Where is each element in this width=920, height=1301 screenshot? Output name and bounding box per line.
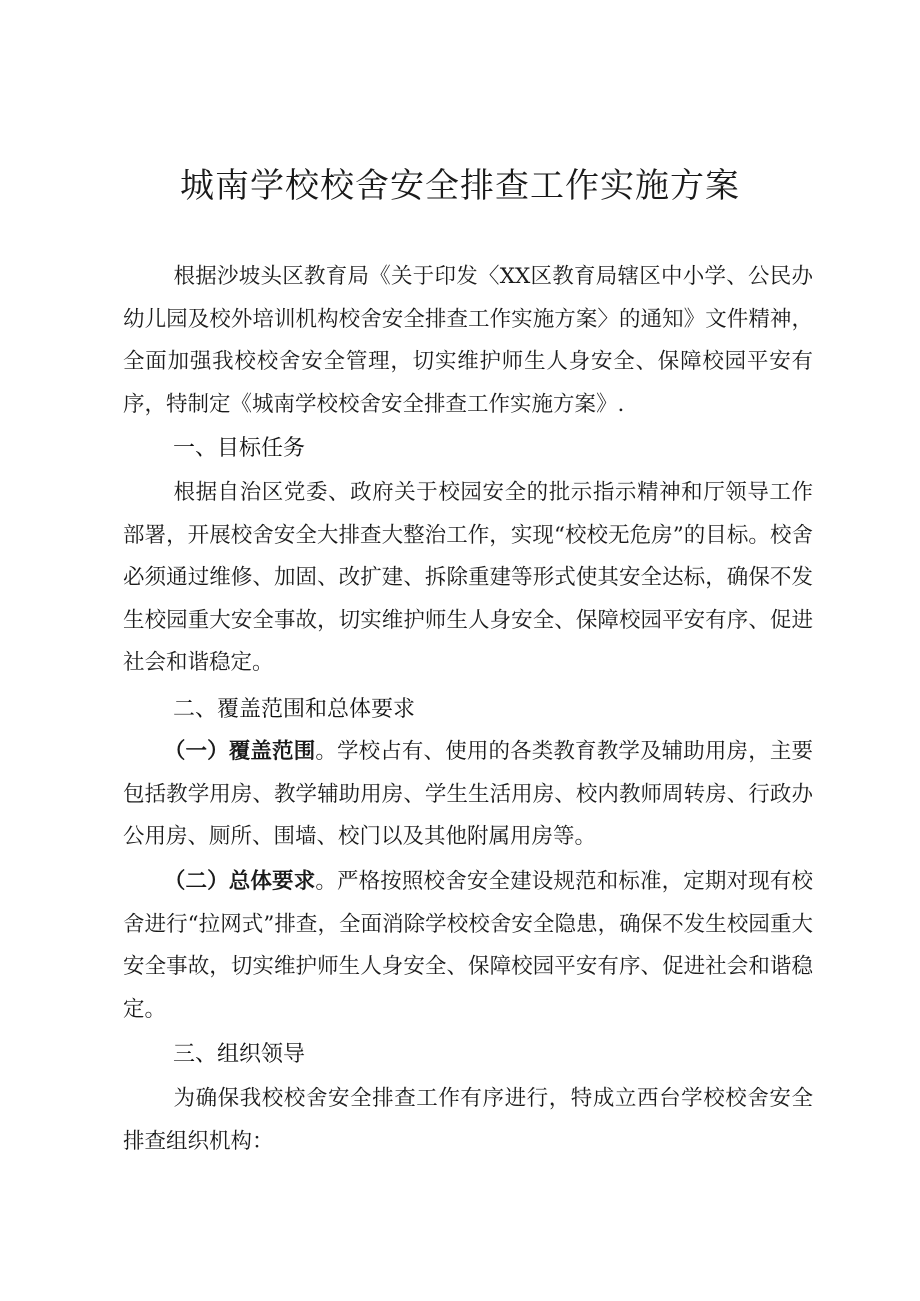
section-heading-goals: 一、目标任务 [173,436,306,461]
leadership-paragraph: 为确保我校校舍安全排查工作有序进行，特成立西台学校校舍安全排查组织机构： [123,1086,813,1154]
section-heading-scope: 二、覆盖范围和总体要求 [173,697,416,722]
requirements-lead: （二）总体要求 [163,869,316,894]
scope-lead: （一）覆盖范围 [163,739,316,764]
requirements-paragraph [123,861,813,1031]
scope-paragraph [123,731,813,859]
document-title: 城南学校校舍安全排查工作实施方案 [180,166,740,206]
section-heading-leadership: 三、组织领导 [173,1042,306,1067]
requirements-text: 。严格按照校舍安全建设规范和标准，定期对现有校舍进行“拉网式”排查，全面消除学校校舍安全隐患，确保不发生校园重大安全事故，切实维护师生人身安全、保障校园平安有序、促进社会和谐稳定。 [123,869,813,1022]
goals-paragraph: 根据自治区党委、政府关于校园安全的批示指示精神和厅领导工作部署，开展校舍安全大排查大整治工作，实现“校校无危房”的目标。校舍必须通过维修、加固、改扩建、拆除重建等形式使其安全达标，确保不发生校园重大安全事故，切实维护师生人身安全、保障校园平安有序、促进社会和谐稳定。 [123,480,813,675]
scope-text: 。学校占有、使用的各类教育教学及辅助用房，主要包括教学用房、教学辅助用房、学生生活用房、校内教师周转房、行政办公用房、厕所、围墙、校门以及其他附属用房等。 [123,739,813,849]
intro-paragraph: 根据沙坡头区教育局《关于印发〈XX区教育局辖区中小学、公民办幼儿园及校外培训机构校舍安全排查工作实施方案〉的通知》文件精神，全面加强我校校舍安全管理，切实维护师生人身安全、保障校园平安有序，特制定《城南学校校舍安全排查工作实施方案》. [123,264,813,417]
